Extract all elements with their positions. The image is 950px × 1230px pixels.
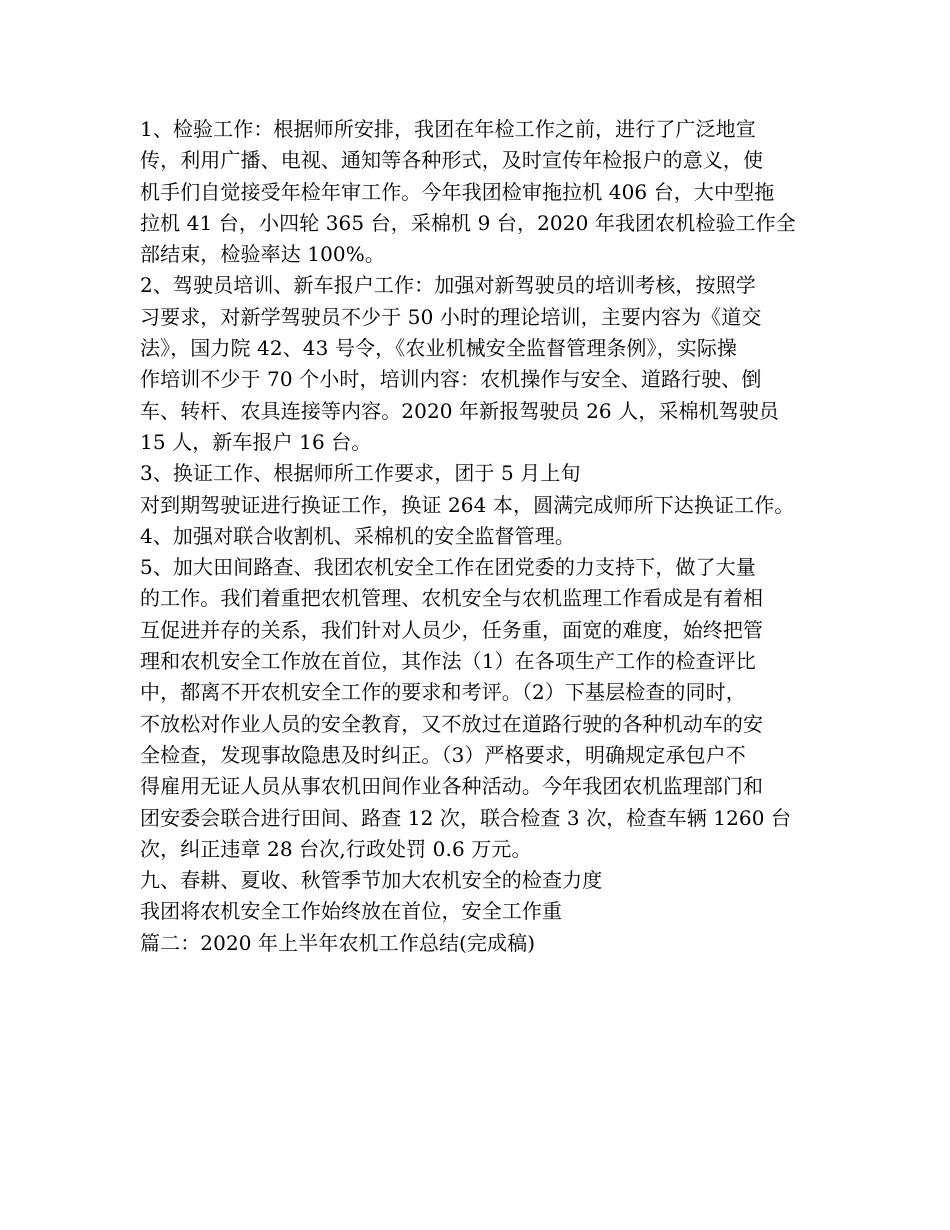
text-line: 我团将农机安全工作始终放在首位，安全工作重 (140, 899, 563, 924)
document-body (140, 114, 825, 959)
text-line: 次，纠正违章 28 台次,行政处罚 0.6 万元。 (140, 836, 532, 861)
text-line: 得雇用无证人员从事农机田间作业各种活动。今年我团农机监理部门和 (140, 774, 764, 799)
text-line: 拉机 41 台，小四轮 365 台，采棉机 9 台，2020 年我团农机检验工作全 (140, 210, 796, 235)
text-line: 九、春耕、夏收、秋管季节加大农机安全的检查力度 (140, 868, 603, 893)
text-line: 作培训不少于 70 个小时，培训内容：农机操作与安全、道路行驶、倒 (140, 367, 762, 392)
text-line: 的工作。我们着重把农机管理、农机安全与农机监理工作看成是有着相 (140, 586, 764, 611)
text-line: 3、换证工作、根据师所工作要求，团于 5 月上旬 (140, 461, 581, 486)
text-line: 2、驾驶员培训、新车报户工作：加强对新驾驶员的培训考核，按照学 (140, 273, 756, 298)
text-line: 15 人，新车报户 16 台。 (140, 429, 372, 454)
text-line: 理和农机安全工作放在首位，其作法（1）在各项生产工作的检查评比 (140, 649, 756, 674)
text-line: 习要求，对新学驾驶员不少于 50 小时的理论培训，主要内容为《道交 (140, 304, 762, 329)
text-line: 4、加强对联合收割机、采棉机的安全监督管理。 (140, 523, 575, 548)
text-line: 对到期驾驶证进行换证工作，换证 264 本，圆满完成师所下达换证工作。 (140, 492, 795, 517)
text-line: 中，都离不开农机安全工作的要求和考评。（2）下基层检查的同时， (140, 680, 746, 705)
text-line: 全检查，发现事故隐患及时纠正。（3）严格要求，明确规定承包户不 (140, 742, 746, 767)
section-heading: 篇二：2020 年上半年农机工作总结(完成稿) (140, 930, 536, 955)
text-line: 团安委会联合进行田间、路查 12 次，联合检查 3 次，检查车辆 1260 台 (140, 805, 792, 830)
text-line: 车、转杆、农具连接等内容。2020 年新报驾驶员 26 人，采棉机驾驶员 (140, 398, 780, 423)
text-line: 法》，国力院 42、43 号令，《农业机械安全监督管理条例》，实际操 (140, 336, 738, 361)
text-line: 5、加大田间路查、我团农机安全工作在团党委的力支持下，做了大量 (140, 555, 756, 580)
text-line: 互促进并存的关系，我们针对人员少，任务重，面宽的难度，始终把管 (140, 617, 764, 642)
text-line: 传，利用广播、电视、通知等各种形式，及时宣传年检报户的意义，使 (140, 148, 764, 173)
text-line: 不放松对作业人员的安全教育，又不放过在道路行驶的各种机动车的安 (140, 711, 764, 736)
text-line: 机手们自觉接受年检年审工作。今年我团检审拖拉机 406 台，大中型拖 (140, 179, 775, 204)
text-line: 部结束，检验率达 100%。 (140, 242, 385, 267)
text-line: 1、检验工作：根据师所安排，我团在年检工作之前，进行了广泛地宣 (140, 117, 756, 141)
